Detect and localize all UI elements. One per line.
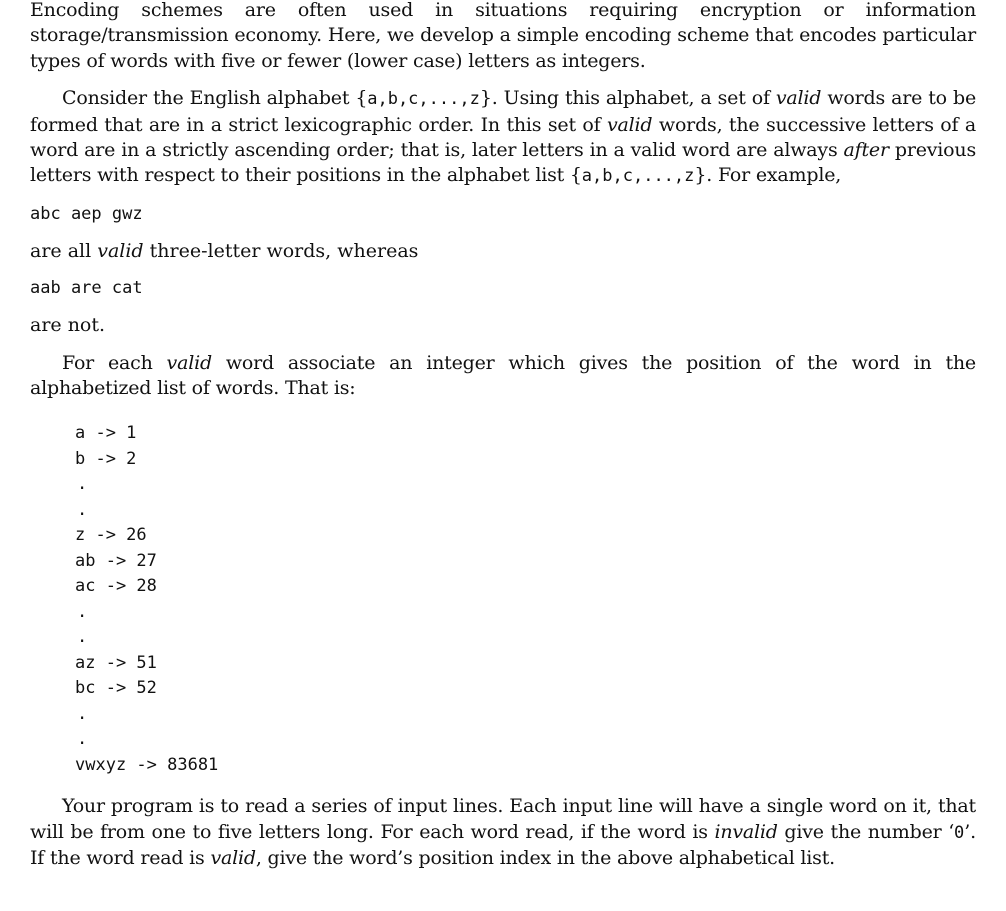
listing-ellipsis-dot: . — [77, 703, 88, 724]
after-term: after — [843, 139, 889, 162]
listing-row: ac -> 28 — [75, 576, 157, 597]
program-text-4: , give the word’s position index in the above alphabetical list. — [255, 847, 836, 870]
consider-text-6: }. For example, — [694, 164, 842, 187]
listing-ellipsis-dot: . — [77, 601, 88, 622]
consider-text-5: previous letters with respect to their positions in the alphabet list { — [30, 139, 976, 187]
intro-text: Encoding schemes are often used in situations requiring encryption or information storage/transmission economy. Here, we develop a simple encoding scheme that encodes particular types of words with five or fewer (lower case) letters as integers. — [30, 0, 976, 72]
alphabet-paragraph — [30, 86, 976, 190]
listing-row: vwxyz -> 83681 — [75, 754, 219, 775]
valid-examples: abc aep gwz — [30, 203, 143, 224]
listing-row: a -> 1 — [75, 423, 137, 444]
valid-term: valid — [210, 847, 256, 870]
for-each-text-2: word associate an integer which gives the position of the word in the alphabetized list of words. That is: — [30, 351, 976, 400]
valid-term: valid — [166, 351, 212, 374]
are-all-text-2: three-letter words, whereas — [143, 239, 419, 262]
listing-row: z -> 26 — [75, 525, 147, 546]
are-not-sentence: are not. — [30, 314, 106, 337]
valid-term: valid — [97, 239, 144, 262]
listing-row: az -> 51 — [75, 652, 157, 673]
are-all-text-1: are all — [30, 239, 98, 262]
alphabet-set: a,b,c,...,z — [367, 89, 480, 110]
program-text-3: ’. If the word read is — [30, 820, 976, 870]
listing-ellipsis-dot: . — [77, 499, 88, 520]
listing-ellipsis-dot: . — [77, 729, 88, 750]
invalid-examples: aab are cat — [30, 278, 143, 299]
listing-row: ab -> 27 — [75, 550, 157, 571]
consider-text-4: words, the successive letters of a word are in a strictly ascending order; that is, later letters in a valid word are always — [30, 113, 976, 162]
listing-row: b -> 2 — [75, 448, 137, 469]
listing-ellipsis-dot: . — [77, 474, 88, 495]
program-text-1: Your program is to read a series of input lines. Each input line will have a single word on it, that will be from one to five letters long. For each word read, if the word is — [30, 795, 976, 843]
consider-text-1: Consider the English alphabet { — [62, 87, 368, 110]
for-each-text-1: For each — [62, 351, 167, 374]
zero-value: 0 — [954, 822, 965, 843]
listing-row: bc -> 52 — [75, 678, 157, 699]
consider-text-3: words are to be formed that are in a strict lexicographic order. In this set of — [30, 87, 977, 136]
are-all-sentence — [30, 239, 976, 264]
encoding-listing — [75, 421, 976, 778]
problem-statement — [30, 0, 976, 872]
valid-term: valid — [606, 113, 653, 136]
program-paragraph — [30, 794, 976, 871]
valid-term: valid — [775, 87, 822, 110]
alphabet-set: a,b,c,...,z — [581, 166, 695, 187]
invalid-term: invalid — [714, 820, 778, 843]
intro-paragraph — [30, 0, 976, 74]
mapping-paragraph — [30, 351, 976, 402]
consider-text-2: }. Using this alphabet, a set of — [479, 87, 776, 110]
listing-ellipsis-dot: . — [77, 627, 88, 648]
program-text-2: give the number ‘ — [777, 820, 955, 843]
